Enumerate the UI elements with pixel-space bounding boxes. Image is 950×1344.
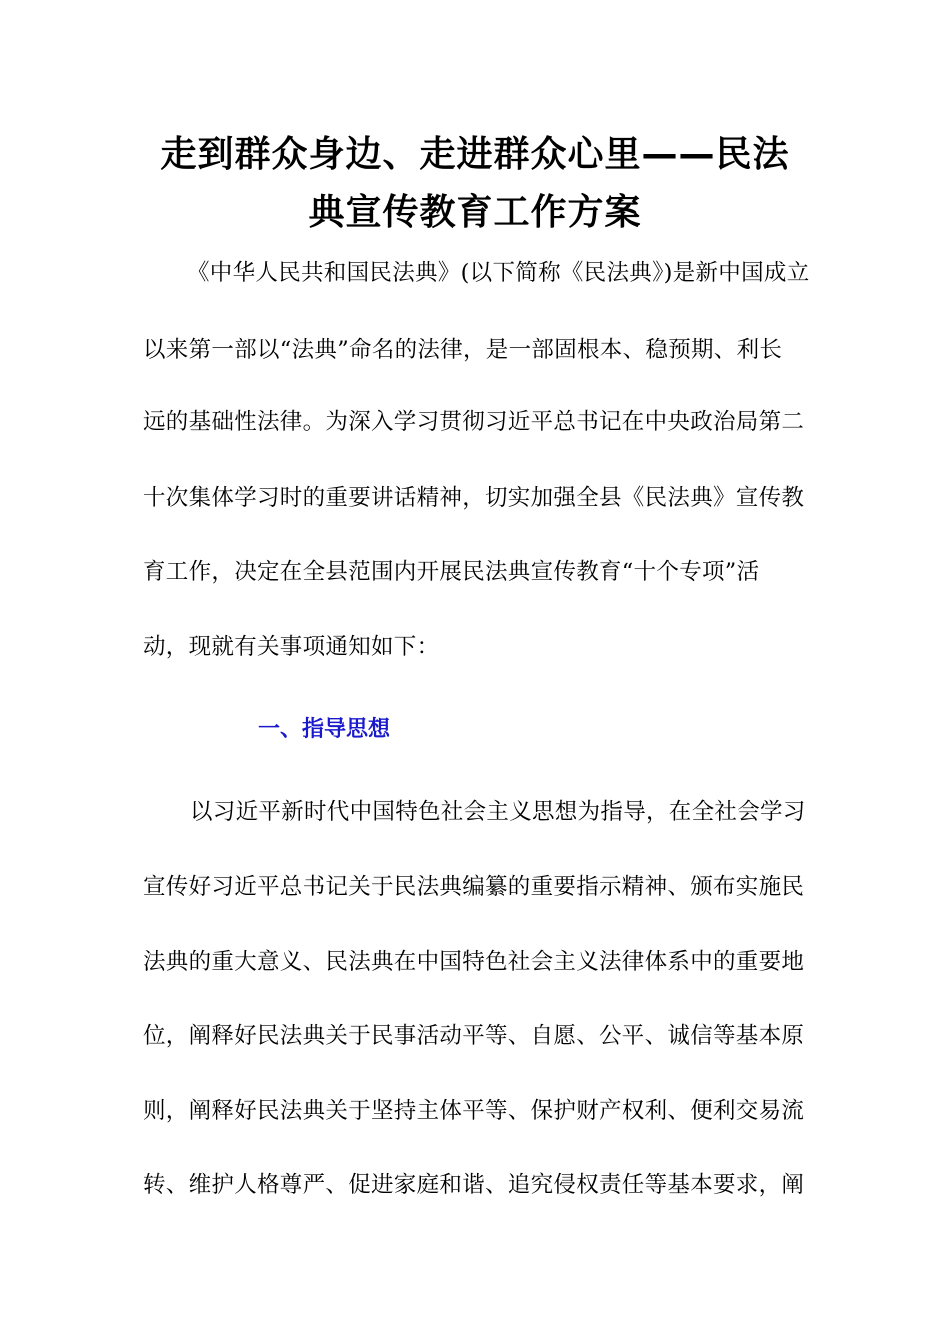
section1-line-1: 以习近平新时代中国特色社会主义思想为指导，在全社会学习 (190, 799, 806, 825)
title-line-2: 典宣传教育工作方案 (308, 192, 642, 233)
intro-line-1: 《中华人民共和国民法典》(以下简称《民法典》)是新中国成立 (187, 260, 810, 286)
section1-line-4: 位，阐释好民法典关于民事活动平等、自愿、公平、诚信等基本原 (143, 1023, 805, 1049)
intro-line-5: 育工作，决定在全县范围内开展民法典宣传教育“十个专项”活 (143, 559, 760, 585)
title-line-1: 走到群众身边、走进群众心里——民法 (160, 134, 790, 175)
intro-line-6: 动，现就有关事项通知如下： (143, 634, 440, 660)
intro-line-3: 远的基础性法律。为深入学习贯彻习近平总书记在中央政治局第二 (143, 409, 805, 435)
section-heading-guiding-ideology: 一、指导思想 (258, 717, 391, 742)
section1-line-2: 宣传好习近平总书记关于民法典编纂的重要指示精神、颁布实施民 (143, 874, 805, 900)
section1-line-6: 转、维护人格尊严、促进家庭和谐、追究侵权责任等基本要求，阐 (143, 1172, 805, 1198)
intro-line-2: 以来第一部以“法典”命名的法律，是一部固根本、稳预期、利长 (143, 337, 783, 363)
section1-line-5: 则，阐释好民法典关于坚持主体平等、保护财产权利、便利交易流 (143, 1098, 805, 1124)
section1-line-3: 法典的重大意义、民法典在中国特色社会主义法律体系中的重要地 (143, 949, 805, 975)
intro-line-4: 十次集体学习时的重要讲话精神，切实加强全县《民法典》宣传教 (143, 485, 805, 511)
